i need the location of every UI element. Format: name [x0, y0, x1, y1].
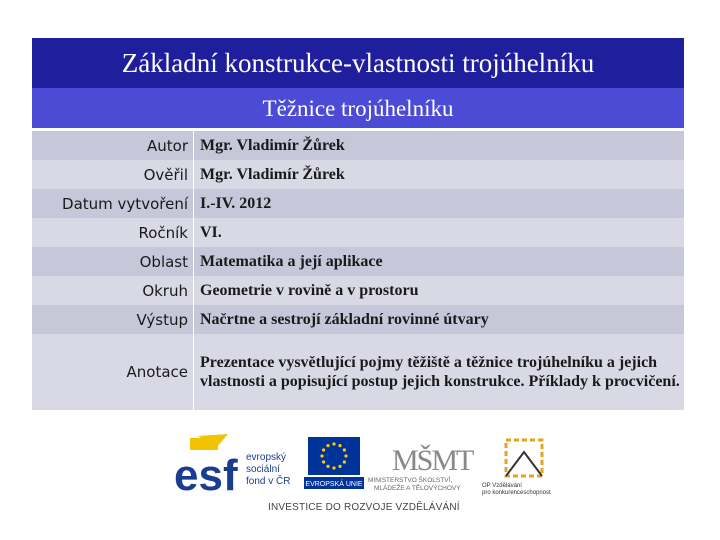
- row-value: Prezentace vysvětlující pojmy těžiště a těžnice trojúhelníku a jejich vlastnosti a popisující postup jejich konstrukce. Příklady k procvičení.: [200, 354, 680, 390]
- eu-star: [344, 454, 347, 457]
- eu-star: [338, 444, 341, 447]
- op-text-2: pro konkurenceschopnost: [482, 490, 551, 496]
- eu-star: [338, 465, 341, 468]
- row-value: Geometrie v rovině a v prostoru: [200, 281, 419, 299]
- msmt-letters: MŠMT: [392, 444, 473, 477]
- eu-star: [322, 448, 325, 451]
- msmt-text-2: MLÁDEŽE A TĚLOVÝCHOVY: [374, 485, 461, 492]
- row-label: Autor: [32, 131, 194, 160]
- row-value: I.-IV. 2012: [200, 194, 272, 212]
- table-row: [32, 218, 684, 247]
- eu-star: [343, 460, 346, 463]
- eu-star: [320, 454, 323, 457]
- table-row: [32, 131, 684, 160]
- eu-star: [326, 444, 329, 447]
- table-row: [32, 189, 684, 218]
- op-frame: [506, 440, 542, 476]
- msmt-text-1: MINISTERSTVO ŠKOLSTVÍ,: [368, 477, 453, 484]
- op-logo: [482, 440, 551, 496]
- esf-letters: esf: [174, 451, 238, 500]
- row-value: VI.: [200, 223, 222, 241]
- row-label: Ročník: [32, 218, 194, 247]
- eu-star: [322, 460, 325, 463]
- table-row: [32, 247, 684, 276]
- row-label: Oblast: [32, 247, 194, 276]
- table-row: [32, 334, 684, 410]
- row-value: Načrtne a sestrojí základní rovinné útvary: [200, 310, 489, 328]
- slide-subtitle: Těžnice trojúhelníku: [32, 88, 684, 128]
- row-value: Mgr. Vladimír Žůrek: [200, 136, 345, 154]
- msmt-logo: [368, 444, 474, 492]
- table-row: [32, 305, 684, 334]
- row-label: Okruh: [32, 276, 194, 305]
- table-row: [32, 160, 684, 189]
- row-label: Anotace: [32, 334, 194, 410]
- logos-caption: INVESTICE DO ROZVOJE VZDĚLÁVÁNÍ: [268, 502, 460, 513]
- slide-title: Základní konstrukce-vlastnosti trojúhelníku: [32, 38, 684, 88]
- eu-star: [332, 466, 335, 469]
- eu-star: [332, 442, 335, 445]
- esf-logo: [174, 434, 290, 500]
- row-value: Matematika a její aplikace: [200, 252, 383, 270]
- row-label: Datum vytvoření: [32, 189, 194, 218]
- info-table: [32, 131, 684, 410]
- eu-label: EVROPSKÁ UNIE: [305, 481, 363, 488]
- eu-star: [326, 465, 329, 468]
- eu-star: [343, 448, 346, 451]
- esf-text-3: fond v ČR: [246, 476, 291, 487]
- eu-logo: [304, 437, 364, 489]
- table-row: [32, 276, 684, 305]
- op-roof: [506, 452, 542, 476]
- esf-text-1: evropský: [246, 452, 287, 463]
- row-label: Výstup: [32, 305, 194, 334]
- row-value: Mgr. Vladimír Žůrek: [200, 165, 345, 183]
- op-text-1: OP Vzdělávání: [482, 483, 522, 489]
- row-label: Ověřil: [32, 160, 194, 189]
- esf-text-2: sociální: [246, 464, 280, 475]
